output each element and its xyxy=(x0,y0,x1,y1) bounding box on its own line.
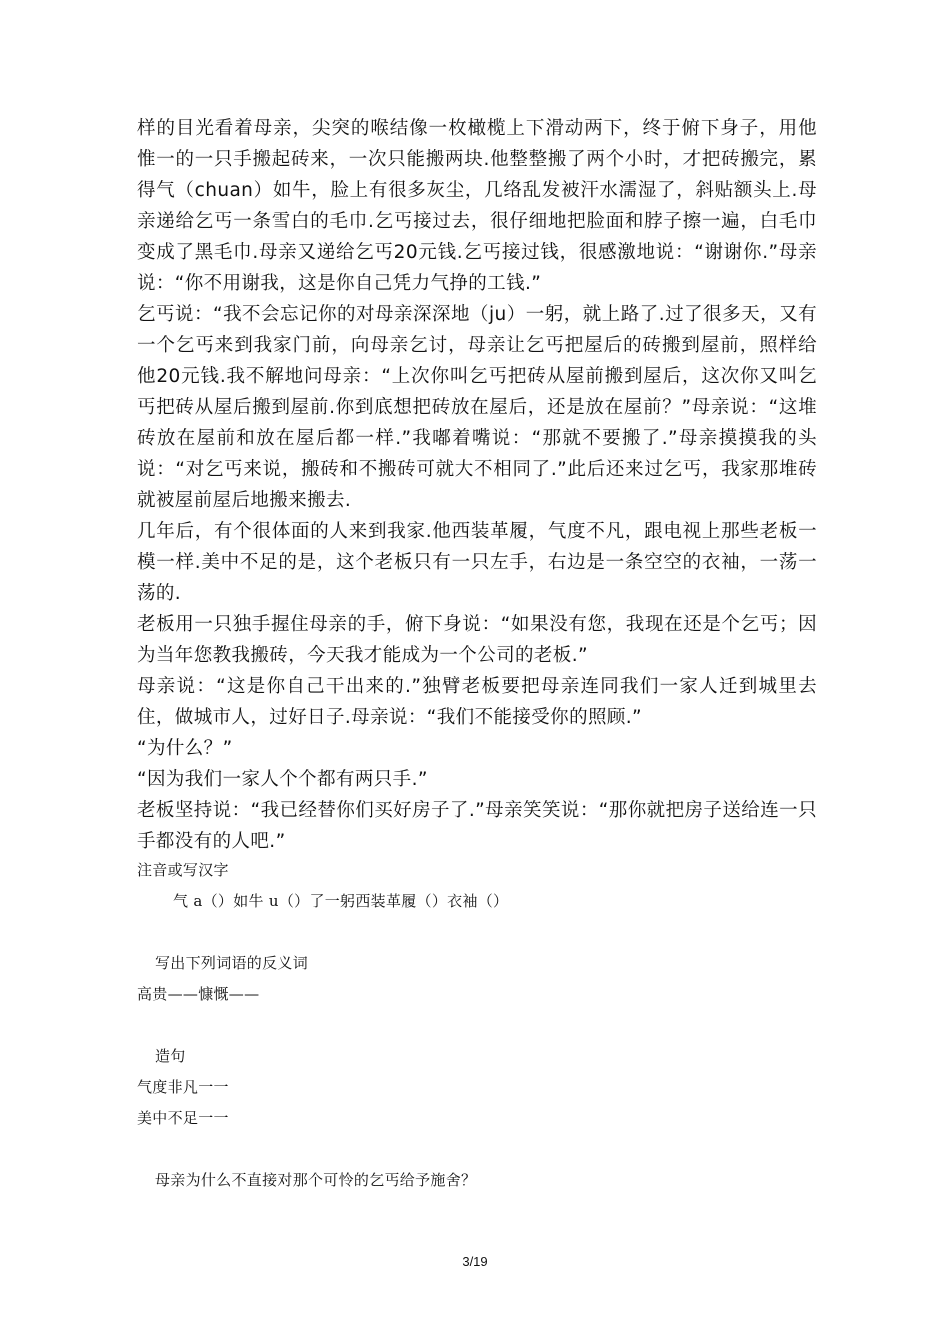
question-item-sentence-1: 气度非凡一一 xyxy=(137,1078,229,1096)
question-item-sentence-2: 美中不足一一 xyxy=(137,1109,229,1127)
question-items-pinyin: 气 a（）如牛 u（）了一躬西装革履（）衣袖（） xyxy=(173,892,509,910)
question-items-antonyms: 高贵——慷慨—— xyxy=(137,985,260,1003)
story-paragraph: 老板用一只独手握住母亲的手，俯下身说：“如果没有您，我现在还是个乞丐；因为当年您教我搬砖，今天我才能成为一个公司的老板.” xyxy=(137,614,817,666)
story-dialogue-line: “因为我们一家人个个都有两只手.” xyxy=(137,769,428,790)
story-dialogue-line: “为什么？” xyxy=(137,738,233,759)
question-title-antonyms: 写出下列词语的反义词 xyxy=(155,954,309,972)
story-paragraph: 老板坚持说：“我已经替你们买好房子了.”母亲笑笑说：“那你就把房子送给连一只手都没有的人吧.” xyxy=(137,800,817,852)
question-title-sentences: 造句 xyxy=(155,1047,186,1065)
page-number: 3/19 xyxy=(462,1254,488,1269)
story-paragraph: 几年后，有个很体面的人来到我家.他西装革履，气度不凡，跟电视上那些老板一模一样.美中不足的是，这个老板只有一只左手，右边是一条空空的衣袖，一荡一荡的. xyxy=(137,521,817,604)
story-text xyxy=(137,113,817,857)
story-paragraph: 样的目光看着母亲，尖突的喉结像一枚橄榄上下滑动两下，终于俯下身子，用他惟一的一只手搬起砖来，一次只能搬两块.他整整搬了两个小时，才把砖搬完，累得气（chuan）如牛，脸上有很多灰尘，几络乱发被汗水濡湿了，斜贴额头上.母亲递给乞丐一条雪白的毛巾.乞丐接过去，很仔细地把脸面和脖子擦一遍，白毛巾变成了黑毛巾.母亲又递给乞丐20元钱.乞丐接过钱，很感激地说：“谢谢你.”母亲说：“你不用谢我，这是你自己凭力气挣的工钱.” xyxy=(137,118,817,294)
story-paragraph: 乞丐说：“我不会忘记你的对母亲深深地（ju）一躬，就上路了.过了很多天，又有一个乞丐来到我家门前，向母亲乞讨，母亲让乞丐把屋后的砖搬到屋前，照样给他20元钱.我不解地问母亲：“上次你叫乞丐把砖从屋前搬到屋后，这次你又叫乞丐把砖从屋后搬到屋前.你到底想把砖放在屋后，还是放在屋前？”母亲说：“这堆砖放在屋前和放在屋后都一样.”我嘟着嘴说：“那就不要搬了.”母亲摸摸我的头说：“对乞丐来说，搬砖和不搬砖可就大不相同了.”此后还来过乞丐，我家那堆砖就被屋前屋后地搬来搬去. xyxy=(137,304,817,511)
question-title-pinyin: 注音或写汉字 xyxy=(137,861,229,879)
question-title-reflection: 母亲为什么不直接对那个可怜的乞丐给予施舍？ xyxy=(155,1171,477,1189)
story-paragraph: 母亲说：“这是你自己干出来的.”独臂老板要把母亲连同我们一家人迁到城里去住，做城市人，过好日子.母亲说：“我们不能接受你的照顾.” xyxy=(137,676,817,728)
